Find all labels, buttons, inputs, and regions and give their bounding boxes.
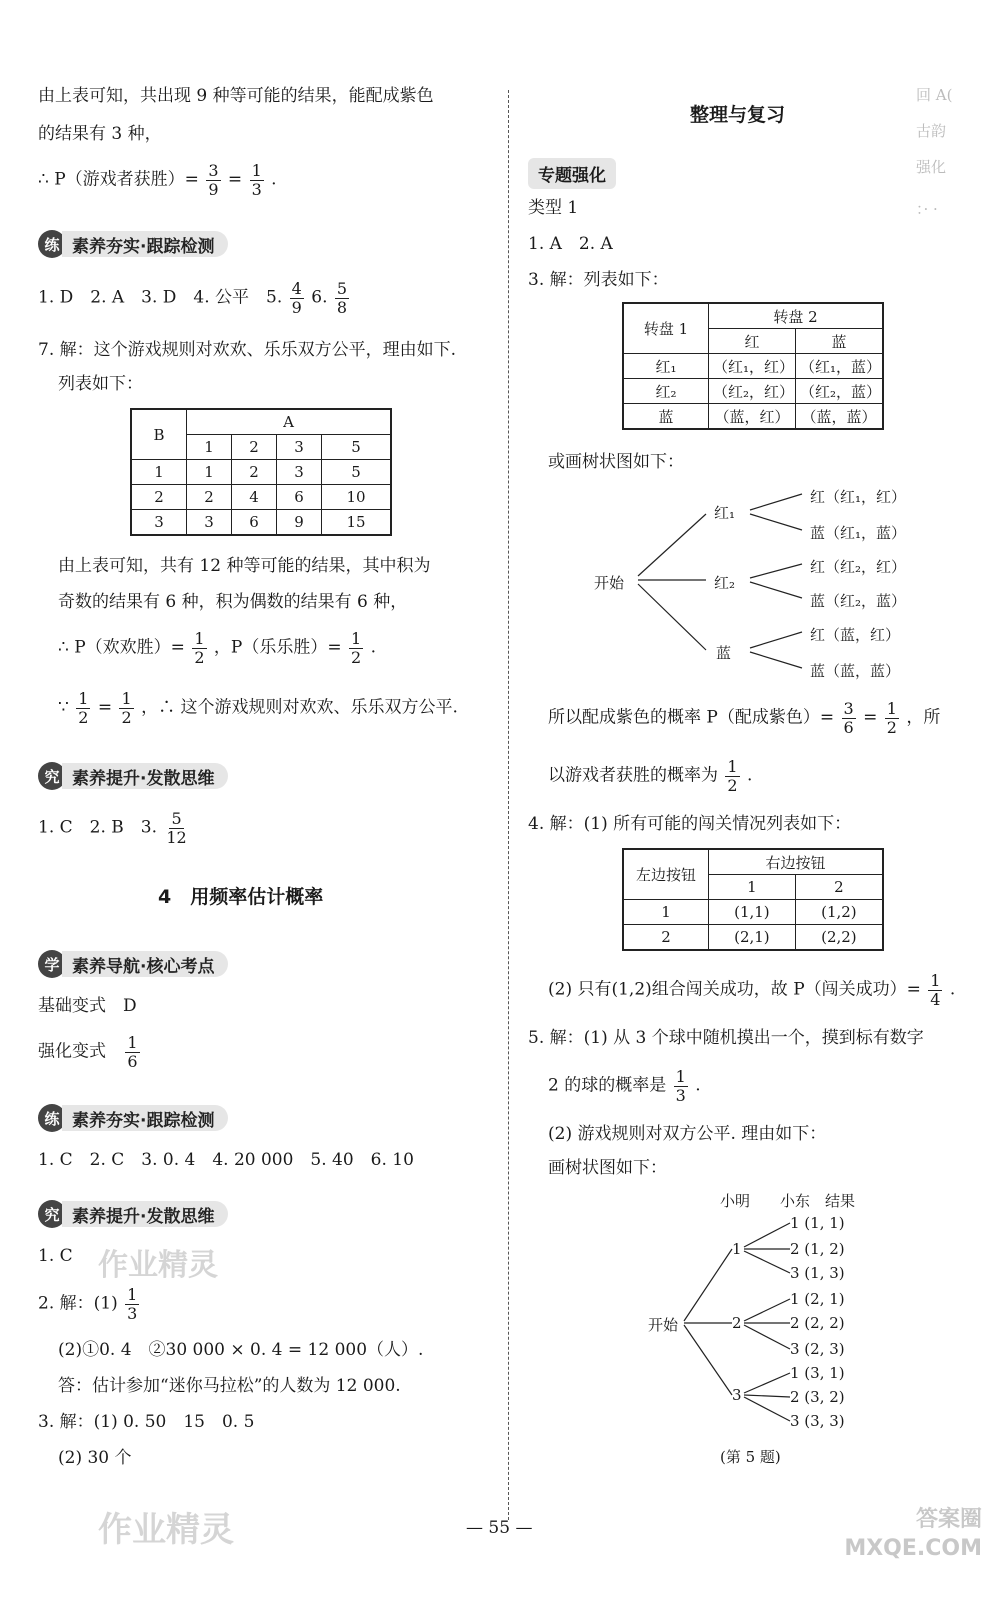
fraction — [250, 162, 264, 198]
section-tag-explore — [38, 1200, 228, 1228]
tree-leaf: 2 (2, 2) — [790, 1314, 845, 1332]
tree-leaf: 蓝（蓝，蓝） — [810, 662, 901, 680]
table-row: 1 (1,1) (1,2) — [623, 900, 883, 925]
tree-branch — [744, 1397, 790, 1421]
conclusion-line: ∵ $\frac{1}{2}$ = $\frac{1}{2}$ ，∴ 这个游戏规则对欢欢、乐乐双方公平. — [58, 689, 458, 727]
tree-leaf: 蓝（红₂，蓝） — [810, 592, 907, 610]
fraction: $\frac{4}{9}$ — [291, 279, 302, 317]
table-row: 红₁ （红₁，红） （红₁，蓝） — [623, 354, 883, 379]
tree-branch — [750, 632, 802, 648]
tree-node: 2 — [732, 1314, 742, 1332]
tree-branch — [744, 1325, 790, 1349]
tree-intro: 或画树状图如下： — [548, 452, 684, 472]
tree-branch — [684, 1325, 732, 1395]
paragraph-line: 由上表可知，共出现 9 种等可能的结果，能配成紫色 — [38, 86, 434, 106]
fraction: $\frac{1}{2}$ — [351, 629, 362, 667]
tree-branch — [750, 494, 802, 510]
answer-line: 1. C — [38, 1246, 73, 1266]
page-number: — 55 — — [466, 1518, 533, 1538]
tree-leaf: 2 (3, 2) — [790, 1388, 845, 1406]
question-3-intro: 3. 解：列表如下： — [528, 270, 669, 290]
tree-leaf: 1 (2, 1) — [790, 1290, 845, 1308]
section-tag-practice — [38, 230, 228, 258]
probability-formula: ∴ P（游戏者获胜）= $\frac{3}{9}$ = $\frac{1}{3}$ . — [38, 161, 277, 199]
table-col-header: 蓝 — [796, 329, 884, 354]
table-col-header: 1 — [709, 875, 796, 900]
tree-node: 蓝 — [716, 644, 732, 662]
question-7-list-note: 列表如下： — [58, 374, 143, 394]
answer-line: (2)①0. 4 ②30 000 × 0. 4 = 12 000（人）. — [58, 1340, 424, 1360]
answer-line: 强化变式 $\frac{1}{6}$ — [38, 1033, 138, 1071]
table-col-header: 1 — [187, 435, 232, 460]
table-row: 1 1 2 3 5 — [131, 460, 391, 485]
learn-icon: 学 — [38, 950, 66, 978]
practice-icon: 练 — [38, 230, 66, 258]
tree-branch — [744, 1223, 790, 1247]
section-tag-learn — [38, 950, 228, 978]
fraction: $\frac{1}{3}$ — [675, 1067, 686, 1105]
section-heading: 4 用频率估计概率 — [158, 886, 324, 908]
fraction — [206, 162, 220, 198]
table-col-header: 2 — [795, 875, 883, 900]
table-row: 2 (2,1) (2,2) — [623, 925, 883, 951]
probability-formula: 所以配成紫色的概率 P（配成紫色）= $\frac{3}{6}$ = $\frac{1}{2}$ ，所 — [548, 699, 941, 737]
table-corner: 转盘 1 — [623, 303, 709, 354]
fraction: $\frac{5}{12}$ — [166, 809, 187, 847]
tree-leaf: 1 (3, 1) — [790, 1364, 845, 1382]
tree-root: 开始 — [594, 574, 625, 592]
fraction-denominator: 3 — [251, 179, 262, 199]
answer-line: 画树状图如下： — [548, 1158, 667, 1178]
explore-icon: 究 — [38, 1200, 66, 1228]
tree-leaf: 红（红₁，红） — [810, 488, 907, 506]
tree-leaf: 2 (1, 2) — [790, 1240, 845, 1258]
tree-leaf: 红（蓝，红） — [810, 626, 901, 644]
fraction: $\frac{1}{6}$ — [127, 1033, 138, 1071]
tree-branch — [744, 1373, 790, 1393]
section-tag-explore — [38, 762, 228, 790]
fraction: $\frac{3}{6}$ — [843, 699, 854, 737]
fraction: $\frac{1}{3}$ — [127, 1285, 138, 1323]
tree-branch — [744, 1395, 790, 1397]
section-tag-label: 素养提升·发散思维 — [62, 763, 228, 789]
column-divider — [508, 90, 509, 1520]
tree-branch — [750, 582, 802, 598]
tree-header: 小明 小东 结果 — [720, 1192, 856, 1210]
section-tag-practice — [38, 1104, 228, 1132]
site-logo: 答案圈 MXQE.COM — [844, 1507, 982, 1561]
tree-branch — [684, 1249, 732, 1321]
section-tag-label: 素养夯实·跟踪检测 — [62, 1105, 228, 1131]
answer-line: (2) 30 个 — [58, 1448, 132, 1468]
tree-node: 红₂ — [714, 574, 736, 592]
tree-diagram-lines — [590, 480, 820, 680]
tree-branch — [638, 514, 706, 576]
tree-branch — [750, 564, 802, 578]
edge-mark: 古韵 — [916, 122, 947, 140]
paragraph-line: 奇数的结果有 6 种，积为偶数的结果有 6 种， — [58, 592, 408, 612]
type-label: 类型 1 — [528, 198, 579, 218]
edge-mark: ：· · — [916, 200, 938, 218]
table-col-header: 5 — [322, 435, 391, 460]
table-header: 转盘 2 — [709, 303, 884, 329]
tree-branch — [638, 584, 706, 650]
question-7-intro: 7. 解：这个游戏规则对欢欢、乐乐双方公平，理由如下. — [38, 340, 457, 360]
tree-node: 1 — [732, 1240, 742, 1258]
paragraph-line: 由上表可知，共有 12 种等可能的结果，其中积为 — [58, 556, 431, 576]
table-row: 蓝 （蓝，红） （蓝，蓝） — [623, 404, 883, 430]
table-col-header: 2 — [232, 435, 277, 460]
fraction: $\frac{1}{2}$ — [886, 699, 897, 737]
probability-formula: ∴ P（欢欢胜）= $\frac{1}{2}$ ，P（乐乐胜）= $\frac{1}{2}$ . — [58, 629, 376, 667]
probability-formula: 2 的球的概率是 $\frac{1}{3}$ . — [548, 1067, 701, 1105]
table-row: 红₂ （红₂，红） （红₂，蓝） — [623, 379, 883, 404]
probability-formula: 以游戏者获胜的概率为 $\frac{1}{2}$ . — [548, 757, 753, 795]
fraction: $\frac{1}{4}$ — [930, 971, 941, 1009]
tree-leaf: 红（红₂，红） — [810, 558, 907, 576]
tree-branch — [750, 514, 802, 530]
answer-line: 1. C 2. C 3. 0. 4 4. 20 000 5. 40 6. 10 — [38, 1150, 414, 1170]
paragraph-line: 的结果有 3 种， — [38, 124, 162, 144]
table-corner: 左边按钮 — [623, 849, 709, 900]
tree-branch — [750, 652, 802, 668]
table-col-header: 3 — [277, 435, 322, 460]
answer-line: 1. A 2. A — [528, 234, 613, 254]
fraction-numerator: 1 — [251, 161, 262, 180]
fraction: $\frac{5}{8}$ — [336, 279, 348, 317]
fraction: $\frac{1}{2}$ — [121, 689, 132, 727]
page-title: 整理与复习 — [690, 104, 786, 126]
fraction: $\frac{1}{2}$ — [194, 629, 205, 667]
tree-branch — [744, 1299, 790, 1321]
tree-node: 红₁ — [714, 504, 736, 522]
question-4-intro: 4. 解：(1) 所有可能的闯关情况列表如下： — [528, 814, 852, 834]
probability-formula: (2) 只有(1,2)组合闯关成功，故 P（闯关成功）= $\frac{1}{4}$ . — [548, 971, 956, 1009]
answer-line: (2) 游戏规则对双方公平. 理由如下： — [548, 1124, 827, 1144]
answer-line: 1. C 2. B 3. $\frac{5}{12}$ — [38, 809, 187, 847]
tree-branch — [744, 1251, 790, 1273]
answer-line: 答：估计参加“迷你马拉松”的人数为 12 000. — [58, 1376, 401, 1396]
fraction: $\frac{1}{2}$ — [727, 757, 738, 795]
fraction: $\frac{1}{2}$ — [78, 689, 89, 727]
tree-node: 3 — [732, 1386, 742, 1404]
table-header: A — [187, 409, 392, 435]
section-tag-label: 素养提升·发散思维 — [62, 1201, 228, 1227]
spinner-table — [622, 302, 884, 430]
answer-line: 基础变式 D — [38, 996, 137, 1016]
answer-line: 1. D 2. A 3. D 4. 公平 5. $\frac{4}{9}$ 6. $\frac{5}{8}$ — [38, 279, 348, 317]
table-col-header: 红 — [709, 329, 796, 354]
edge-mark: 强化 — [916, 158, 947, 176]
tree-leaf: 蓝（红₁，蓝） — [810, 524, 907, 542]
answer-line: 2. 解：(1) $\frac{1}{3}$ — [38, 1285, 138, 1323]
figure-caption: (第 5 题) — [720, 1448, 781, 1466]
table-header: 右边按钮 — [709, 849, 884, 875]
tree-leaf: 3 (3, 3) — [790, 1412, 845, 1430]
table-row: 2 2 4 6 10 — [131, 485, 391, 510]
topic-label: 专题强化 — [528, 158, 616, 189]
watermark: 作业精灵 — [98, 1248, 218, 1283]
tree-root: 开始 — [648, 1316, 679, 1334]
tree-leaf: 3 (1, 3) — [790, 1264, 845, 1282]
table-row: 3 3 6 9 15 — [131, 510, 391, 536]
section-tag-label: 素养导航·核心考点 — [62, 951, 228, 977]
table-corner: B — [131, 409, 187, 460]
product-table — [130, 408, 392, 536]
answer-line: 3. 解：(1) 0. 50 15 0. 5 — [38, 1412, 255, 1432]
tree-leaf: 3 (2, 3) — [790, 1340, 845, 1358]
explore-icon: 究 — [38, 762, 66, 790]
watermark: 作业精灵 — [98, 1510, 234, 1550]
section-tag-label: 素养夯实·跟踪检测 — [62, 231, 228, 257]
edge-mark: 回 A( — [916, 86, 953, 104]
fraction-numerator: 3 — [208, 161, 219, 180]
fraction-denominator: 9 — [208, 179, 219, 199]
practice-icon: 练 — [38, 1104, 66, 1132]
button-table — [622, 848, 884, 951]
question-5-intro: 5. 解：(1) 从 3 个球中随机摸出一个，摸到标有数字 — [528, 1028, 924, 1048]
tree-leaf: 1 (1, 1) — [790, 1214, 845, 1232]
